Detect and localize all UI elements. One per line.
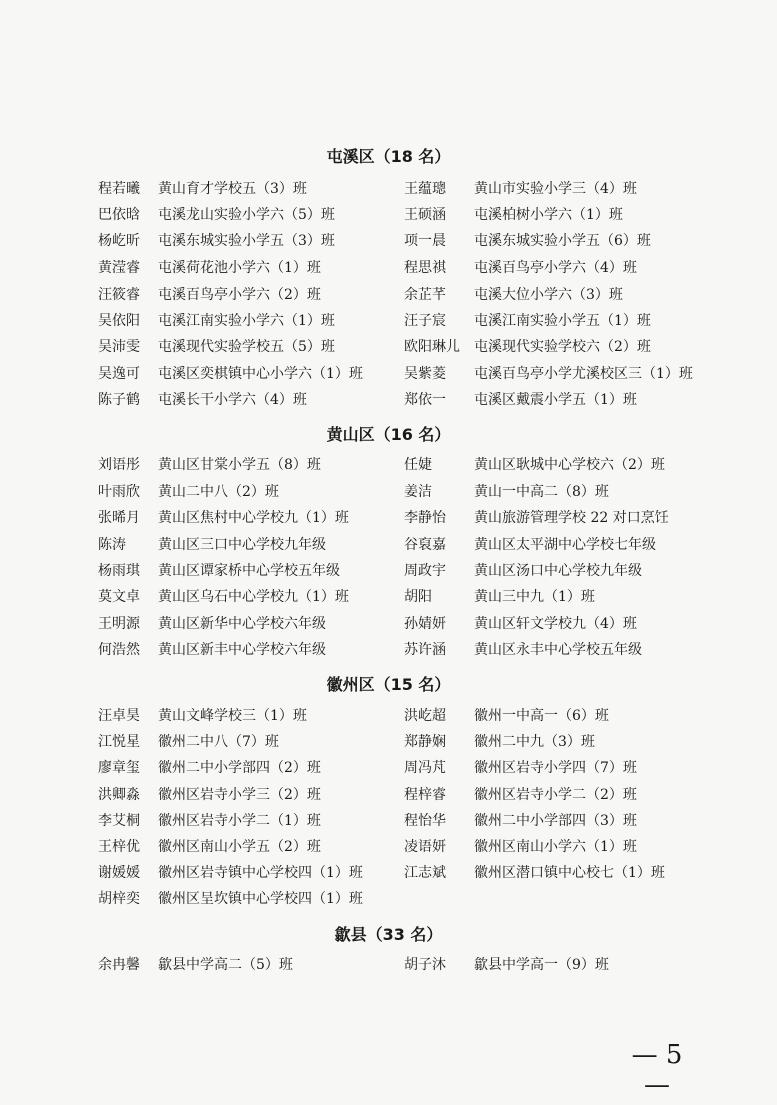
- student-class: 歙县中学高一（9）班: [474, 957, 609, 973]
- student-class: 黄山区耿城中心学校六（2）班: [474, 457, 665, 473]
- student-class: 黄山市实验小学三（4）班: [474, 181, 637, 197]
- student-name: 杨屹昕: [98, 233, 140, 249]
- student-class: 黄山文峰学校三（1）班: [158, 708, 307, 724]
- student-name: 陈子鹤: [98, 392, 140, 408]
- student-class: 黄山一中高二（8）班: [474, 484, 609, 500]
- student-name: 周冯芃: [404, 760, 446, 776]
- table-row: [0, 834, 777, 860]
- table-row: [0, 228, 777, 254]
- student-class: 徽州区南山小学六（1）班: [474, 839, 637, 855]
- student-name: 吴紫菱: [404, 366, 446, 382]
- student-name: 欧阳琳儿: [404, 339, 460, 355]
- student-class: 徽州区岩寺小学二（1）班: [158, 813, 321, 829]
- student-name: 汪卓昊: [98, 708, 140, 724]
- student-name: 李静怡: [404, 510, 446, 526]
- student-class: 黄山育才学校五（3）班: [158, 181, 307, 197]
- student-name: 江志斌: [404, 865, 446, 881]
- student-name: 王明源: [98, 616, 140, 632]
- student-class: 黄山区谭家桥中心学校五年级: [158, 563, 340, 579]
- student-name: 程怡华: [404, 813, 446, 829]
- table-row: [0, 782, 777, 808]
- student-name: 汪筱睿: [98, 287, 140, 303]
- table-row: [0, 611, 777, 637]
- student-class: 徽州二中小学部四（3）班: [474, 813, 637, 829]
- student-class: 屯溪现代实验学校六（2）班: [474, 339, 651, 355]
- student-class: 黄山区太平湖中心学校七年级: [474, 537, 656, 553]
- table-row: [0, 886, 777, 912]
- student-class: 徽州二中八（7）班: [158, 734, 279, 750]
- student-class: 黄山区新丰中心学校六年级: [158, 642, 326, 658]
- student-name: 余芷芊: [404, 287, 446, 303]
- table-row: [0, 637, 777, 663]
- student-name: 黄滢睿: [98, 260, 140, 276]
- student-class: 屯溪柏树小学六（1）班: [474, 207, 623, 223]
- student-name: 汪子宸: [404, 313, 446, 329]
- student-name: 胡子沐: [404, 957, 446, 973]
- table-row: [0, 755, 777, 781]
- section-title-huangshan: 黄山区（16 名）: [326, 425, 451, 444]
- student-name: 王梓优: [98, 839, 140, 855]
- student-name: 凌语妍: [404, 839, 446, 855]
- student-name: 廖章玺: [98, 760, 140, 776]
- table-row: [0, 387, 777, 413]
- table-row: [0, 255, 777, 281]
- table-row: [0, 361, 777, 387]
- student-name: 任婕: [404, 457, 432, 473]
- student-class: 黄山二中八（2）班: [158, 484, 279, 500]
- student-class: 屯溪东城实验小学五（3）班: [158, 233, 335, 249]
- student-class: 徽州二中小学部四（2）班: [158, 760, 321, 776]
- section-title-shexian: 歙县（33 名）: [334, 925, 443, 944]
- student-name: 郑依一: [404, 392, 446, 408]
- student-name: 程若曦: [98, 181, 140, 197]
- table-row: [0, 334, 777, 360]
- student-class: 黄山区三口中心学校九年级: [158, 537, 326, 553]
- table-row: [0, 952, 777, 978]
- student-class: 徽州区呈坎镇中心学校四（1）班: [158, 891, 363, 907]
- student-class: 屯溪江南实验小学六（1）班: [158, 313, 335, 329]
- student-class: 黄山旅游管理学校 22 对口烹饪: [474, 510, 669, 526]
- student-name: 余冉馨: [98, 957, 140, 973]
- student-class: 屯溪区奕棋镇中心小学六（1）班: [158, 366, 363, 382]
- student-class: 黄山三中九（1）班: [474, 589, 595, 605]
- student-class: 屯溪大位小学六（3）班: [474, 287, 623, 303]
- student-class: 徽州区岩寺小学四（7）班: [474, 760, 637, 776]
- student-class: 屯溪现代实验学校五（5）班: [158, 339, 335, 355]
- table-row: [0, 308, 777, 334]
- student-class: 屯溪百鸟亭小学六（4）班: [474, 260, 637, 276]
- student-name: 杨雨琪: [98, 563, 140, 579]
- student-name: 陈涛: [98, 537, 126, 553]
- student-name: 吴沛雯: [98, 339, 140, 355]
- student-class: 黄山区新华中心学校六年级: [158, 616, 326, 632]
- student-class: 屯溪长干小学六（4）班: [158, 392, 307, 408]
- table-row: [0, 584, 777, 610]
- student-name: 莫文卓: [98, 589, 140, 605]
- student-name: 胡阳: [404, 589, 432, 605]
- table-row: [0, 282, 777, 308]
- student-class: 黄山区甘棠小学五（8）班: [158, 457, 321, 473]
- student-name: 洪卿淼: [98, 787, 140, 803]
- table-row: [0, 860, 777, 886]
- page-number: — 5 —: [631, 1040, 683, 1100]
- student-class: 屯溪百鸟亭小学尤溪校区三（1）班: [474, 366, 693, 382]
- student-name: 王硕涵: [404, 207, 446, 223]
- table-row: [0, 532, 777, 558]
- student-class: 屯溪百鸟亭小学六（2）班: [158, 287, 321, 303]
- section-title-tunxi: 屯溪区（18 名）: [326, 147, 451, 166]
- student-class: 屯溪荷花池小学六（1）班: [158, 260, 321, 276]
- student-name: 刘语彤: [98, 457, 140, 473]
- student-class: 屯溪东城实验小学五（6）班: [474, 233, 651, 249]
- student-class: 徽州区岩寺镇中心学校四（1）班: [158, 865, 363, 881]
- student-class: 屯溪龙山实验小学六（5）班: [158, 207, 335, 223]
- table-row: [0, 202, 777, 228]
- table-row: [0, 558, 777, 584]
- student-class: 黄山区永丰中心学校五年级: [474, 642, 642, 658]
- student-name: 谢媛媛: [98, 865, 140, 881]
- student-name: 谷裒嘉: [404, 537, 446, 553]
- student-name: 吴依阳: [98, 313, 140, 329]
- student-class: 黄山区汤口中心学校九年级: [474, 563, 642, 579]
- student-name: 王蕴璁: [404, 181, 446, 197]
- student-class: 徽州区岩寺小学三（2）班: [158, 787, 321, 803]
- student-class: 黄山区焦村中心学校九（1）班: [158, 510, 349, 526]
- student-name: 吴逸可: [98, 366, 140, 382]
- student-class: 黄山区乌石中心学校九（1）班: [158, 589, 349, 605]
- student-class: 徽州区南山小学五（2）班: [158, 839, 321, 855]
- student-class: 徽州区潜口镇中心校七（1）班: [474, 865, 665, 881]
- table-row: [0, 479, 777, 505]
- section-title-huizhou: 徽州区（15 名）: [326, 675, 451, 694]
- student-class: 屯溪江南实验小学五（1）班: [474, 313, 651, 329]
- student-name: 姜洁: [404, 484, 432, 500]
- table-row: [0, 452, 777, 478]
- student-class: 徽州二中九（3）班: [474, 734, 595, 750]
- student-name: 苏许涵: [404, 642, 446, 658]
- student-class: 徽州一中高一（6）班: [474, 708, 609, 724]
- table-row: [0, 505, 777, 531]
- student-class: 屯溪区戴震小学五（1）班: [474, 392, 637, 408]
- student-class: 黄山区轩文学校九（4）班: [474, 616, 637, 632]
- student-name: 江悦星: [98, 734, 140, 750]
- student-name: 程思祺: [404, 260, 446, 276]
- student-name: 孙婧妍: [404, 616, 446, 632]
- student-name: 叶雨欣: [98, 484, 140, 500]
- table-row: [0, 808, 777, 834]
- student-name: 项一晨: [404, 233, 446, 249]
- table-row: [0, 176, 777, 202]
- student-name: 巴依晗: [98, 207, 140, 223]
- student-name: 何浩然: [98, 642, 140, 658]
- student-class: 歙县中学高二（5）班: [158, 957, 293, 973]
- student-name: 郑静娴: [404, 734, 446, 750]
- student-class: 徽州区岩寺小学二（2）班: [474, 787, 637, 803]
- student-name: 李艾桐: [98, 813, 140, 829]
- student-name: 周政宇: [404, 563, 446, 579]
- student-name: 洪屹超: [404, 708, 446, 724]
- table-row: [0, 703, 777, 729]
- student-name: 程梓睿: [404, 787, 446, 803]
- student-name: 张晞月: [98, 510, 140, 526]
- table-row: [0, 729, 777, 755]
- student-name: 胡梓奕: [98, 891, 140, 907]
